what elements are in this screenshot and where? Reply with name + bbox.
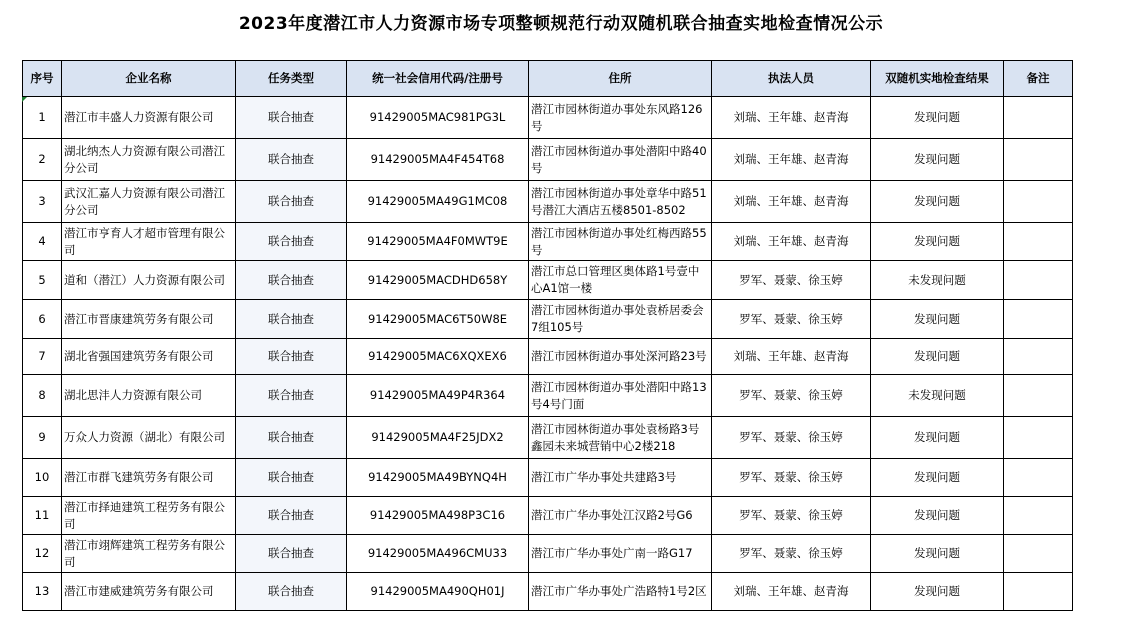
cell-remarks [1004,573,1073,611]
cell-company-name: 湖北省强国建筑劳务有限公司 [62,339,236,375]
cell-task-type: 联合抽查 [236,375,347,417]
cell-company-name: 万众人力资源（湖北）有限公司 [62,417,236,459]
cell-company-name: 湖北思沣人力资源有限公司 [62,375,236,417]
table-row [23,375,1073,417]
cell-remarks [1004,139,1073,181]
cell-index: 9 [23,417,62,459]
cell-inspectors: 刘瑞、王年雄、赵青海 [712,573,871,611]
cell-inspectors: 刘瑞、王年雄、赵青海 [712,223,871,261]
cell-credit-code: 91429005MA496CMU33 [347,535,529,573]
cell-address: 潜江市园林街道办事处袁桥居委会7组105号 [529,300,712,339]
cell-index: 4 [23,223,62,261]
cell-company-name: 潜江市亨育人才超市管理有限公司 [62,223,236,261]
header-cell-company: 企业名称 [62,61,236,97]
header-cell-inspectors: 执法人员 [712,61,871,97]
cell-index: 11 [23,497,62,535]
cell-credit-code: 91429005MA49P4R364 [347,375,529,417]
cell-inspectors: 罗军、聂蒙、徐玉婷 [712,375,871,417]
cell-address: 潜江市园林街道办事处红梅西路55号 [529,223,712,261]
cell-task-type: 联合抽查 [236,300,347,339]
cell-remarks [1004,261,1073,300]
cell-address: 潜江市广华办事处广南一路G17 [529,535,712,573]
header-cell-index: 序号 [23,61,62,97]
cell-address: 潜江市总口管理区奥体路1号壹中心A1馆一楼 [529,261,712,300]
cell-index: 8 [23,375,62,417]
cell-address: 潜江市广华办事处共建路3号 [529,459,712,497]
cell-company-name: 潜江市晋康建筑劳务有限公司 [62,300,236,339]
table-row [23,181,1073,223]
cell-result: 发现问题 [871,139,1004,181]
table-row [23,459,1073,497]
cell-address: 潜江市园林街道办事处潜阳中路40号 [529,139,712,181]
cell-task-type: 联合抽查 [236,497,347,535]
cell-address: 潜江市园林街道办事处深河路23号 [529,339,712,375]
cell-remarks [1004,223,1073,261]
cell-result: 发现问题 [871,573,1004,611]
table-row [23,97,1073,139]
header-cell-task-type: 任务类型 [236,61,347,97]
cell-credit-code: 91429005MACDHD658Y [347,261,529,300]
cell-task-type: 联合抽查 [236,97,347,139]
cell-company-name: 潜江市丰盛人力资源有限公司 [62,97,236,139]
cell-credit-code: 91429005MA498P3C16 [347,497,529,535]
cell-index: 1 [23,97,62,139]
cell-inspectors: 罗军、聂蒙、徐玉婷 [712,417,871,459]
table-row [23,339,1073,375]
cell-index: 6 [23,300,62,339]
cell-credit-code: 91429005MA4F25JDX2 [347,417,529,459]
cell-inspectors: 刘瑞、王年雄、赵青海 [712,339,871,375]
cell-remarks [1004,459,1073,497]
cell-credit-code: 91429005MA4F0MWT9E [347,223,529,261]
cell-company-name: 潜江市择迪建筑工程劳务有限公司 [62,497,236,535]
header-cell-address: 住所 [529,61,712,97]
cell-address: 潜江市广华办事处广浩路特1号2区 [529,573,712,611]
cell-address: 潜江市园林街道办事处章华中路51号潜江大酒店五楼8501-8502 [529,181,712,223]
cell-inspectors: 罗军、聂蒙、徐玉婷 [712,300,871,339]
cell-remarks [1004,417,1073,459]
cell-result: 发现问题 [871,339,1004,375]
cell-task-type: 联合抽查 [236,535,347,573]
cell-remarks [1004,339,1073,375]
table-row [23,223,1073,261]
cell-address: 潜江市园林街道办事处袁杨路3号鑫园未来城营销中心2楼218 [529,417,712,459]
cell-task-type: 联合抽查 [236,261,347,300]
cell-marker-icon [22,97,27,102]
cell-credit-code: 91429005MA490QH01J [347,573,529,611]
cell-index: 3 [23,181,62,223]
cell-inspectors: 罗军、聂蒙、徐玉婷 [712,459,871,497]
cell-task-type: 联合抽查 [236,139,347,181]
cell-task-type: 联合抽查 [236,339,347,375]
cell-result: 发现问题 [871,497,1004,535]
cell-company-name: 潜江市翊辉建筑工程劳务有限公司 [62,535,236,573]
cell-task-type: 联合抽查 [236,417,347,459]
cell-address: 潜江市广华办事处江汉路2号G6 [529,497,712,535]
cell-credit-code: 91429005MAC6XQXEX6 [347,339,529,375]
table-header-row [23,61,1073,97]
cell-result: 发现问题 [871,97,1004,139]
cell-inspectors: 刘瑞、王年雄、赵青海 [712,97,871,139]
cell-company-name: 武汉汇嘉人力资源有限公司潜江分公司 [62,181,236,223]
cell-task-type: 联合抽查 [236,223,347,261]
table-row [23,261,1073,300]
cell-remarks [1004,375,1073,417]
cell-credit-code: 91429005MA49BYNQ4H [347,459,529,497]
cell-credit-code: 91429005MAC981PG3L [347,97,529,139]
cell-company-name: 道和（潜江）人力资源有限公司 [62,261,236,300]
cell-inspectors: 罗军、聂蒙、徐玉婷 [712,535,871,573]
cell-inspectors: 刘瑞、王年雄、赵青海 [712,139,871,181]
cell-credit-code: 91429005MA4F454T68 [347,139,529,181]
cell-task-type: 联合抽查 [236,573,347,611]
cell-remarks [1004,497,1073,535]
cell-index: 5 [23,261,62,300]
header-cell-credit-code: 统一社会信用代码/注册号 [347,61,529,97]
cell-inspectors: 罗军、聂蒙、徐玉婷 [712,497,871,535]
cell-inspectors: 刘瑞、王年雄、赵青海 [712,181,871,223]
cell-result: 未发现问题 [871,375,1004,417]
cell-remarks [1004,181,1073,223]
table-row [23,497,1073,535]
cell-index: 7 [23,339,62,375]
cell-result: 发现问题 [871,300,1004,339]
cell-index: 2 [23,139,62,181]
cell-inspectors: 罗军、聂蒙、徐玉婷 [712,261,871,300]
cell-index: 13 [23,573,62,611]
inspection-table [22,60,1073,611]
cell-company-name: 潜江市建威建筑劳务有限公司 [62,573,236,611]
cell-result: 发现问题 [871,459,1004,497]
cell-company-name: 湖北纳杰人力资源有限公司潜江分公司 [62,139,236,181]
header-cell-result: 双随机实地检查结果 [871,61,1004,97]
table-row [23,573,1073,611]
table-row [23,139,1073,181]
cell-remarks [1004,97,1073,139]
cell-result: 发现问题 [871,417,1004,459]
cell-task-type: 联合抽查 [236,459,347,497]
cell-result: 发现问题 [871,181,1004,223]
cell-address: 潜江市园林街道办事处潜阳中路13号4号门面 [529,375,712,417]
cell-remarks [1004,535,1073,573]
cell-result: 发现问题 [871,535,1004,573]
cell-remarks [1004,300,1073,339]
header-cell-remarks: 备注 [1004,61,1073,97]
cell-index: 10 [23,459,62,497]
cell-result: 发现问题 [871,223,1004,261]
cell-address: 潜江市园林街道办事处东风路126号 [529,97,712,139]
table-row [23,300,1073,339]
table-row [23,535,1073,573]
cell-index: 12 [23,535,62,573]
cell-company-name: 潜江市群飞建筑劳务有限公司 [62,459,236,497]
cell-credit-code: 91429005MAC6T50W8E [347,300,529,339]
table-row [23,417,1073,459]
page-title: 2023年度潜江市人力资源市场专项整顿规范行动双随机联合抽查实地检查情况公示 [238,14,884,34]
cell-task-type: 联合抽查 [236,181,347,223]
cell-result: 未发现问题 [871,261,1004,300]
cell-credit-code: 91429005MA49G1MC08 [347,181,529,223]
